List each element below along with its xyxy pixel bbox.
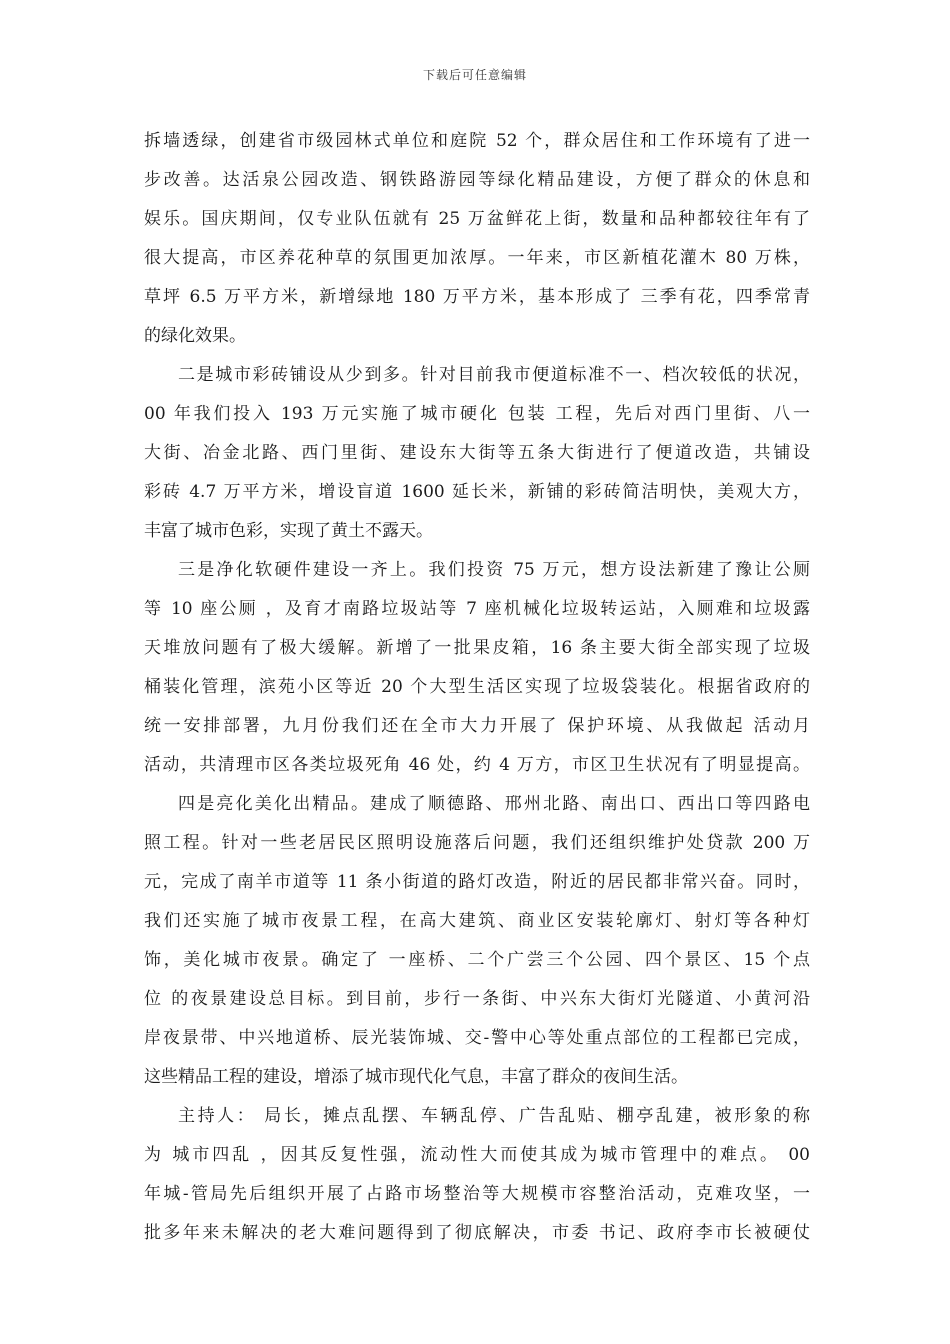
text-line: 00 年我们投入 193 万元实施了城市硬化 包装 工程，先后对西门里街、八一	[144, 404, 810, 424]
text-line: 二是城市彩砖铺设从少到多。针对目前我市便道标准不一、档次较低的状况，	[178, 365, 810, 385]
paragraph-bricks	[144, 356, 810, 551]
document-body	[144, 122, 810, 1253]
text-line: 统一安排部署，九月份我们还在全市大力开展了 保护环境、从我做起 活动月	[144, 716, 810, 736]
text-line: 这些精品工程的建设，增添了城市现代化气息，丰富了群众的夜间生活。	[144, 1067, 688, 1087]
text-line: 岸夜景带、中兴地道桥、辰光装饰城、交-警中心等处重点部位的工程都已完成，	[144, 1028, 810, 1048]
text-line: 批多年来未解决的老大难问题得到了彻底解决，市委 书记、政府李市长被硬仗	[144, 1223, 810, 1243]
text-line: 大街、冶金北路、西门里街、建设东大街等五条大街进行了便道改造，共铺设	[144, 443, 810, 463]
text-line: 年城-管局先后组织开展了占路市场整治等大规模市容整治活动，克难攻坚，一	[144, 1184, 810, 1204]
text-line: 照工程。针对一些老居民区照明设施落后问题，我们还组织维护处贷款 200 万	[144, 833, 810, 853]
text-line: 位 的夜景建设总目标。到目前，步行一条街、中兴东大街灯光隧道、小黄河沿	[144, 989, 810, 1009]
paragraph-lighting	[144, 785, 810, 1097]
text-line: 等 10 座公厕 ，及育才南路垃圾站等 7 座机械化垃圾转运站，入厕难和垃圾露	[144, 599, 810, 619]
page-header: 下载后可任意编辑	[422, 68, 527, 82]
paragraph-sanitation	[144, 551, 810, 785]
text-line: 活动，共清理市区各类垃圾死角 46 处，约 4 万方，市区卫生状况有了明显提高。	[144, 755, 810, 775]
text-line: 我们还实施了城市夜景工程，在高大建筑、商业区安装轮廓灯、射灯等各种灯	[144, 911, 810, 931]
text-line: 很大提高，市区养花种草的氛围更加浓厚。一年来，市区新植花灌木 80 万株，	[144, 248, 810, 268]
text-line: 三是净化软硬件建设一齐上。我们投资 75 万元，想方设法新建了豫让公厕	[178, 560, 810, 580]
text-line: 桶装化管理，滨苑小区等近 20 个大型生活区实现了垃圾袋装化。根据省政府的	[144, 677, 810, 697]
text-line: 四是亮化美化出精品。建成了顺德路、邢州北路、南出口、西出口等四路电	[178, 794, 810, 814]
text-line: 草坪 6.5 万平方米，新增绿地 180 万平方米，基本形成了 三季有花，四季常青	[144, 287, 810, 307]
paragraph-greening	[144, 122, 810, 356]
text-line: 饰，美化城市夜景。确定了 一座桥、二个广尝三个公园、四个景区、15 个点	[144, 950, 810, 970]
text-line: 彩砖 4.7 万平方米，增设盲道 1600 延长米，新铺的彩砖简洁明快，美观大方，	[144, 482, 810, 502]
text-line: 丰富了城市色彩，实现了黄土不露天。	[144, 521, 433, 541]
text-line: 步改善。达活泉公园改造、钢铁路游园等绿化精品建设，方便了群众的休息和	[144, 170, 810, 190]
text-line: 元，完成了南羊市道等 11 条小街道的路灯改造，附近的居民都非常兴奋。同时，	[144, 872, 810, 892]
text-line: 为 城市四乱 ，因其反复性强，流动性大而使其成为城市管理中的难点。 00	[144, 1145, 810, 1165]
text-line: 天堆放问题有了极大缓解。新增了一批果皮箱，16 条主要大街全部实现了垃圾	[144, 638, 810, 658]
text-line: 的绿化效果。	[144, 326, 246, 346]
text-line: 主持人： 局长，摊点乱摆、车辆乱停、广告乱贴、棚亭乱建，被形象的称	[178, 1106, 810, 1126]
paragraph-host	[144, 1097, 810, 1253]
text-line: 拆墙透绿，创建省市级园林式单位和庭院 52 个，群众居住和工作环境有了进一	[144, 131, 810, 151]
text-line: 娱乐。国庆期间，仅专业队伍就有 25 万盆鲜花上街，数量和品种都较往年有了	[144, 209, 810, 229]
